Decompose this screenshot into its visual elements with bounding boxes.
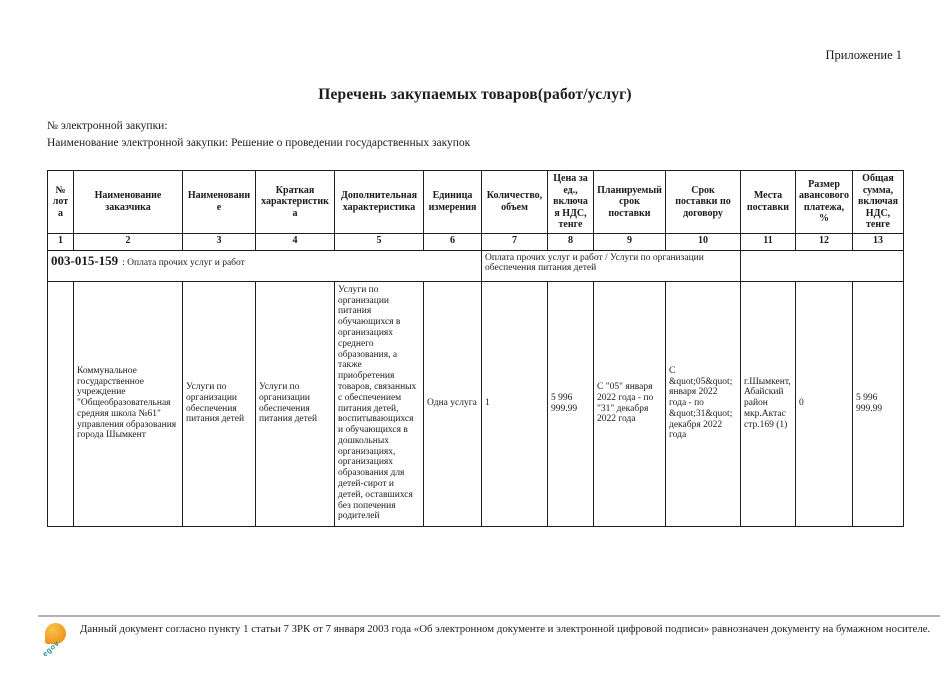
procurement-name-label: Наименование электронной закупки: Решение о проведении государственных закупок — [47, 137, 471, 149]
table-header-row — [48, 171, 904, 234]
footer-legal-text: Данный документ согласно пункту 1 статьи 7 ЗРК от 7 января 2003 года «Об электронном документе и электронной цифровой подписи» равнозначен документу на бумажном носителе. — [80, 623, 931, 635]
cell-lot-no — [48, 281, 74, 526]
table-row — [48, 281, 904, 526]
col-number: 1 — [48, 233, 74, 250]
egov-logo-icon — [40, 623, 68, 659]
col-header-customer: Наименование заказчика — [74, 171, 183, 234]
col-header-planned-term: Планируемый срок поставки — [594, 171, 666, 234]
col-header-unit-price: Цена за ед., включая НДС, тенге — [548, 171, 594, 234]
cell-unit-price: 5 996 999.99 — [548, 281, 594, 526]
col-header-contract-term: Срок поставки по договору — [666, 171, 741, 234]
col-header-quantity: Количество, объем — [482, 171, 548, 234]
col-number: 8 — [548, 233, 594, 250]
lot-empty-cell — [741, 250, 904, 281]
cell-unit: Одна услуга — [424, 281, 482, 526]
col-header-places: Места поставки — [741, 171, 796, 234]
cell-places: г.Шымкент, Абайский район мкр.Актас стр.169 (1) — [741, 281, 796, 526]
page-title: Перечень закупаемых товаров(работ/услуг) — [318, 86, 632, 103]
col-number: 2 — [74, 233, 183, 250]
appendix-label: Приложение 1 — [825, 48, 902, 62]
cell-planned-term: С "05" января 2022 года - по "31" декабря 2022 года — [594, 281, 666, 526]
col-header-unit: Единица измерения — [424, 171, 482, 234]
lot-code: 003-015-159 — [51, 252, 119, 268]
col-number: 9 — [594, 233, 666, 250]
procurement-number-label: № электронной закупки: — [47, 120, 168, 132]
col-number: 12 — [796, 233, 853, 250]
procurement-table — [47, 170, 904, 527]
cell-name: Услуги по организации обеспечения питания детей — [183, 281, 256, 526]
cell-advance: 0 — [796, 281, 853, 526]
col-number: 5 — [335, 233, 424, 250]
lot-code-cell — [48, 250, 482, 281]
cell-extra-desc: Услуги по организации питания обучающихся в организациях среднего образования, а также приобретения товаров, связанных с обеспечением питания детей, воспитывающихся и обучающихся в дошкольных организациях, организациях образования для детей-сирот и детей, оставшихся без попечения родителей — [335, 281, 424, 526]
col-header-short-desc: Краткая характеристика — [256, 171, 335, 234]
col-number: 6 — [424, 233, 482, 250]
col-number: 11 — [741, 233, 796, 250]
col-number: 3 — [183, 233, 256, 250]
lot-code-suffix: : Оплата прочих услуг и работ — [122, 257, 245, 268]
cell-total: 5 996 999.99 — [853, 281, 904, 526]
lot-category-cell: Оплата прочих услуг и работ / Услуги по организации обеспечения питания детей — [482, 250, 741, 281]
table-number-row — [48, 233, 904, 250]
col-header-name: Наименование — [183, 171, 256, 234]
procurement-meta — [47, 118, 903, 152]
cell-customer: Коммунальное государственное учреждение "Общеобразовательная средняя школа №61" управления образования города Шымкент — [74, 281, 183, 526]
lot-header-row — [48, 250, 904, 281]
col-number: 13 — [853, 233, 904, 250]
egov-word: egov — [40, 638, 62, 659]
cell-short-desc: Услуги по организации обеспечения питания детей — [256, 281, 335, 526]
col-header-total: Общая сумма, включая НДС, тенге — [853, 171, 904, 234]
col-number: 4 — [256, 233, 335, 250]
col-header-extra-desc: Дополнительная характеристика — [335, 171, 424, 234]
col-number: 7 — [482, 233, 548, 250]
cell-quantity: 1 — [482, 281, 548, 526]
col-header-advance: Размер авансового платежа, % — [796, 171, 853, 234]
cell-contract-term: С &quot;05&quot; января 2022 года - по &quot;31&quot; декабря 2022 года — [666, 281, 741, 526]
footer — [38, 615, 940, 659]
col-header-lot-no: № лота — [48, 171, 74, 234]
col-number: 10 — [666, 233, 741, 250]
